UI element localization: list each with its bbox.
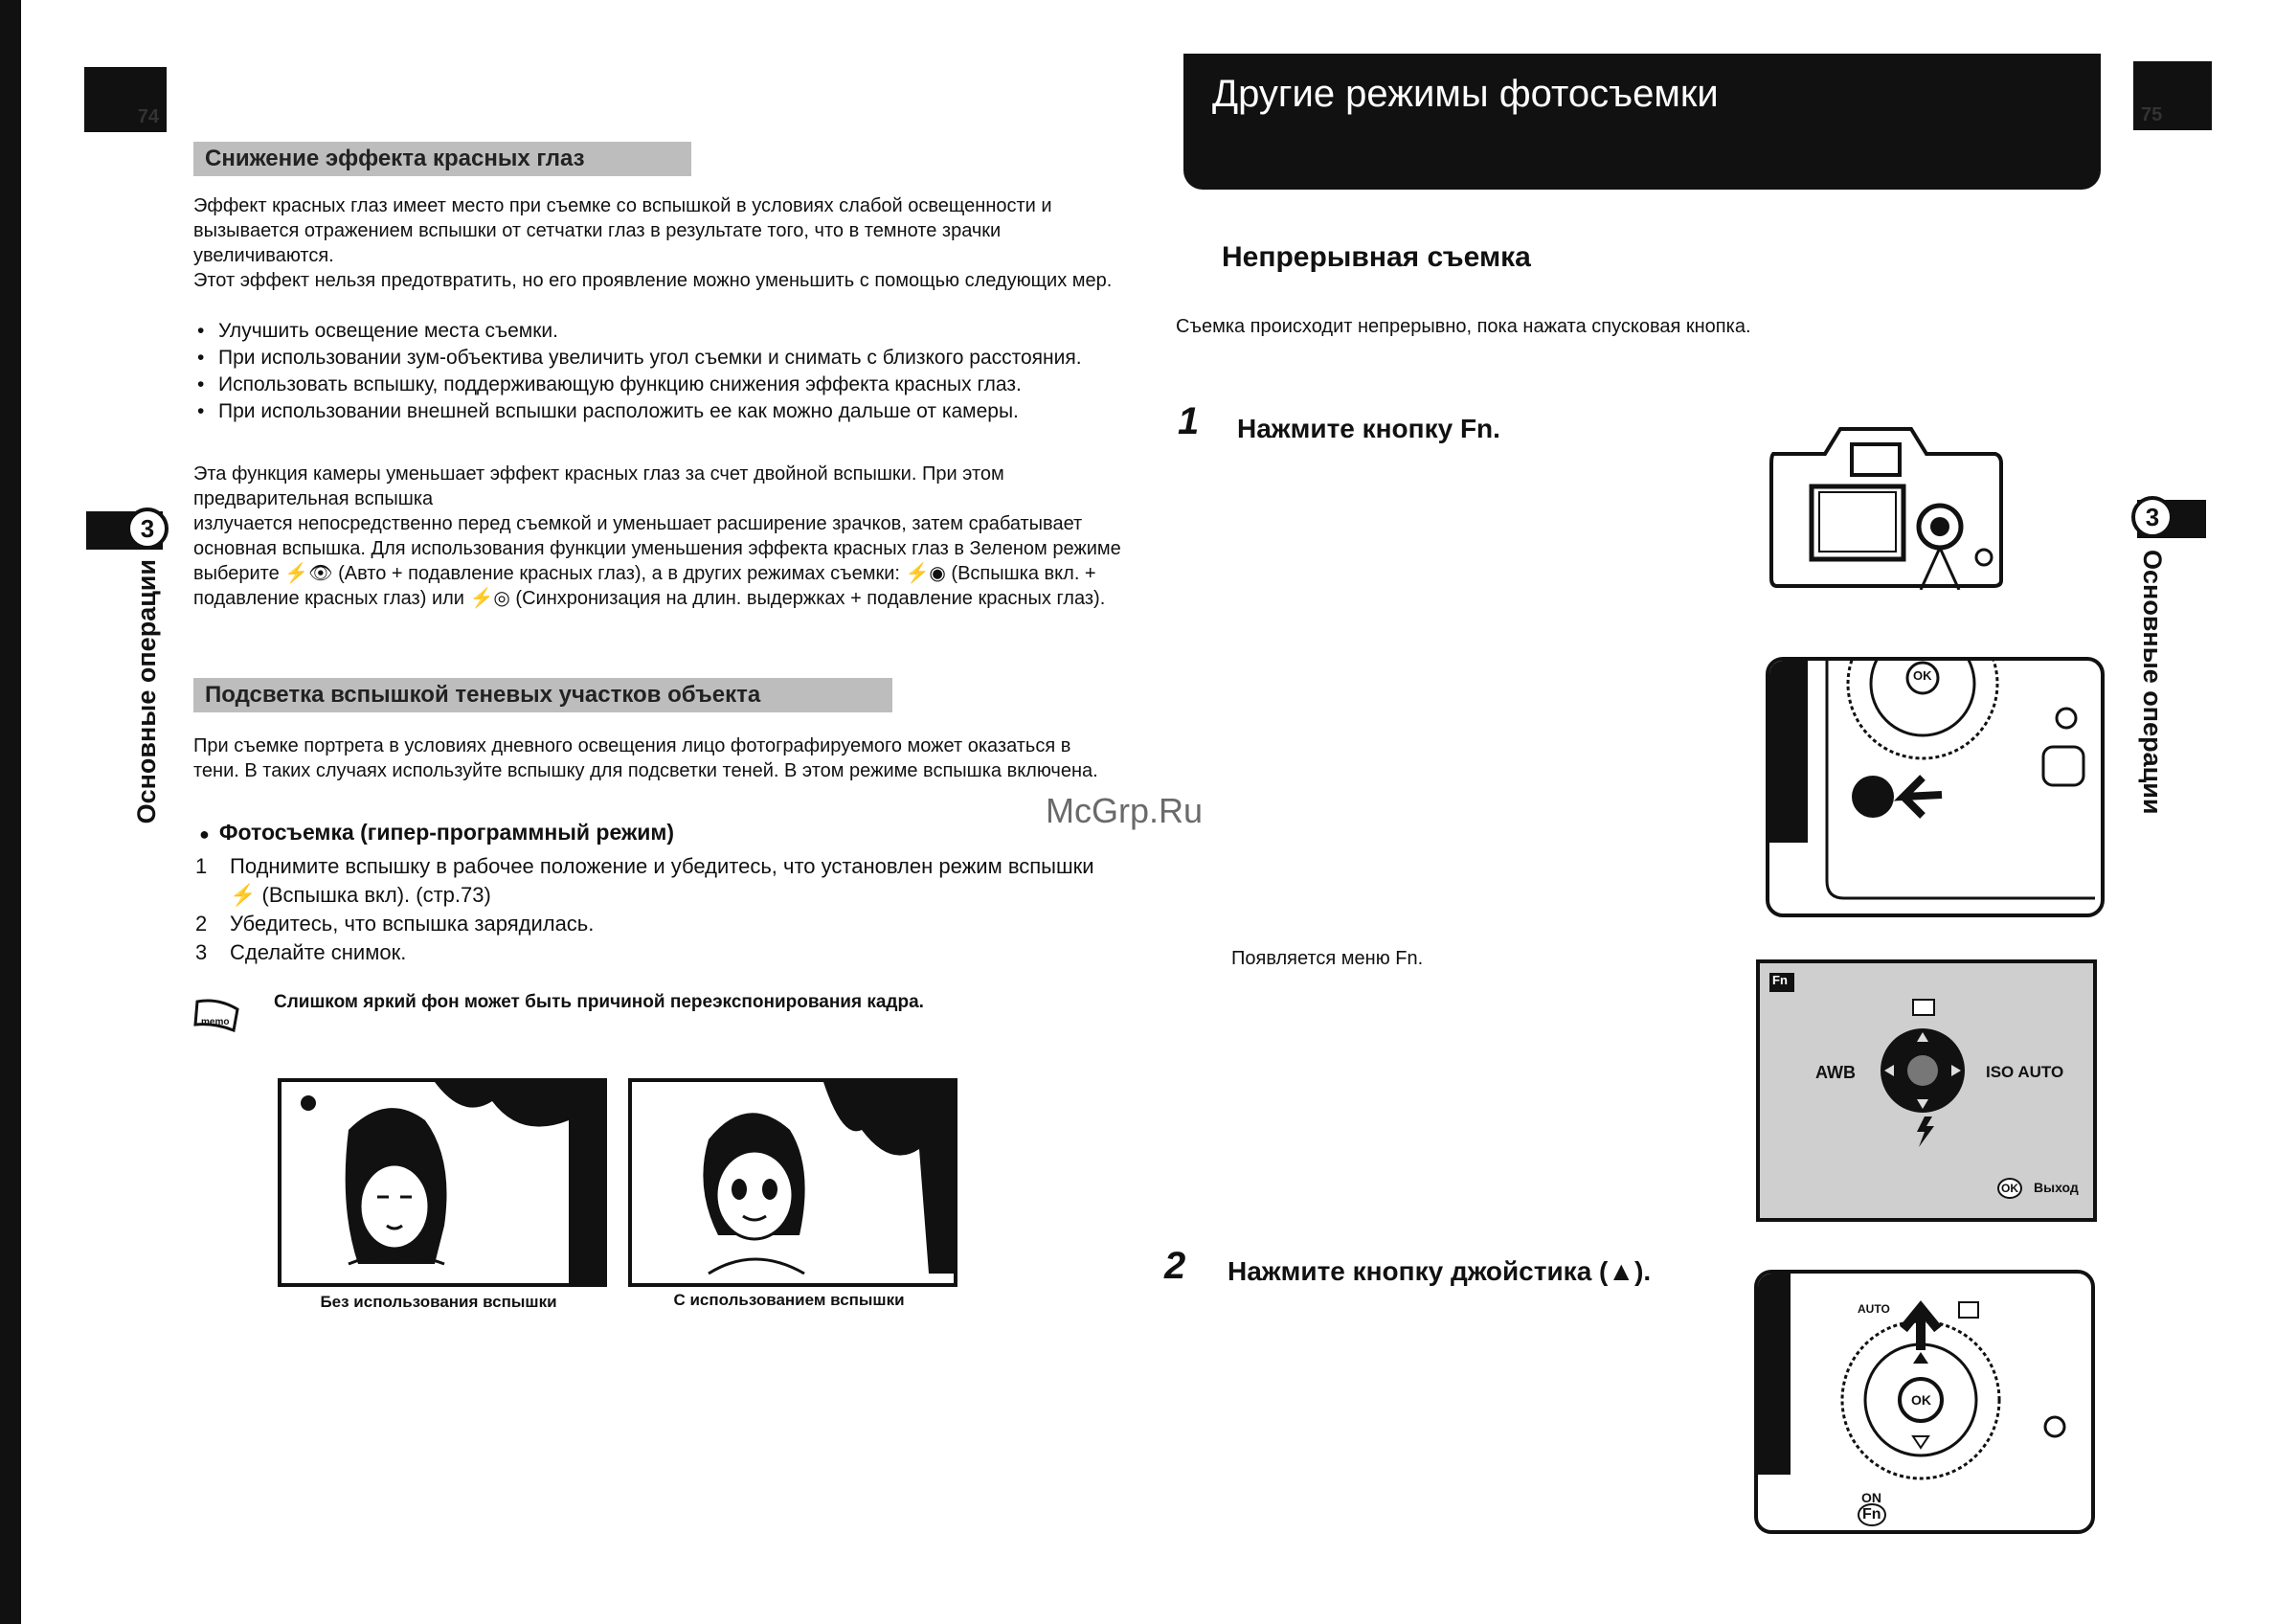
chapter-number-right: 3 <box>2131 496 2174 538</box>
step-2-text: Нажмите кнопку джойстика (▲). <box>1228 1256 1652 1286</box>
list-item: 3 Сделайте снимок. <box>195 940 407 964</box>
step-1-number: 1 <box>1178 400 1200 442</box>
red-eye-paragraph-3: Эта функция камеры уменьшает эффект красных глаз за счет двойной вспышки. При этом предварительная вспышка <box>193 463 1004 509</box>
red-eye-bullet-list <box>193 318 1137 425</box>
controls-detail-illustration <box>1766 657 2105 917</box>
page-title-banner <box>1183 54 2101 190</box>
caption-with-flash: С использованием вспышки <box>673 1291 905 1309</box>
memo-icon <box>190 996 245 1040</box>
list-item: • При использовании внешней вспышки расположить ее как можно дальше от камеры. <box>193 398 1137 425</box>
list-item: • Улучшить освещение места съемки. <box>193 318 1137 345</box>
joystick-dial-illustration <box>1754 1270 2095 1534</box>
section-heading-fill-flash: Подсветка вспышкой теневых участков объекта <box>193 678 892 712</box>
watermark: McGrp.Ru <box>1046 791 1204 830</box>
red-eye-paragraph-4: излучается непосредственно перед съемкой и уменьшает расширение зрачков, затем срабатывает основная вспышка. Для использования функции уменьшения эффекта красных глаз в Зеленом режиме выберите ⚡👁 (Авто + подавление красных глаз), а в других режимах съемки: ⚡◉ (Вспышка вкл. + подавление красных глаз) или ⚡◎ (Синхронизация на длин. выдержках + подавление красных глаз). <box>193 513 1121 609</box>
memo-label: memo <box>201 1017 230 1027</box>
page-number-tab-right <box>2133 61 2212 130</box>
fn-menu-exit: Выход <box>2034 1180 2079 1195</box>
page-title: Другие режимы фотосъемки <box>1212 73 1719 115</box>
list-item: • Использовать вспышку, поддерживающую функцию снижения эффекта красных глаз. <box>193 372 1137 398</box>
bullet-dot: ● <box>199 824 210 844</box>
camera-back-illustration <box>1768 421 2003 590</box>
red-eye-paragraph-1: Эффект красных глаз имеет место при съемке со вспышкой в условиях слабой освещенности и вызывается отражением вспышки от сетчатки глаз в результате того, что в темноте зрачки увеличиваются. <box>193 195 1052 266</box>
list-item: • При использовании зум-объектива увеличить угол съемки и снимать с близкого расстояния. <box>193 345 1137 372</box>
ok-label: OK <box>1913 668 1932 683</box>
continuous-heading: Непрерывная съемка <box>1222 241 1531 273</box>
page-number-tab-left <box>84 67 167 132</box>
page-number: 75 <box>2141 104 2163 125</box>
chapter-title-right: Основные операции <box>2138 550 2167 815</box>
page-number: 74 <box>137 106 159 127</box>
step-1-note: Появляется меню Fn. <box>1231 948 1424 969</box>
caption-no-flash: Без использования вспышки <box>320 1293 557 1311</box>
chapter-number-left: 3 <box>126 508 169 550</box>
memo-text: Слишком яркий фон может быть причиной переэкспонирования кадра. <box>274 992 924 1012</box>
section-heading-red-eye: Снижение эффекта красных глаз <box>193 142 691 176</box>
fn-menu-screen <box>1756 959 2097 1222</box>
step-1-text: Нажмите кнопку Fn. <box>1237 414 1500 443</box>
illustration-with-flash <box>628 1078 957 1287</box>
dial-fn-label: Fn <box>1858 1503 1886 1526</box>
binding-edge <box>0 0 21 1624</box>
fill-flash-paragraph: При съемке портрета в условиях дневного освещения лицо фотографируемого может оказаться в тени. В таких случаях используйте вспышку для подсветки теней. В этом режиме вспышка включена. <box>193 735 1098 781</box>
illustration-no-flash <box>278 1078 607 1287</box>
continuous-intro: Съемка происходит непрерывно, пока нажата спусковая кнопка. <box>1176 316 1751 337</box>
fn-menu-ok-icon: OK <box>1997 1178 2022 1199</box>
dial-auto-label: AUTO <box>1858 1302 1890 1316</box>
fill-flash-steps <box>195 852 1115 967</box>
red-eye-paragraph-2: Этот эффект нельзя предотвратить, но его проявление можно уменьшить с помощью следующих мер. <box>193 270 1113 291</box>
chapter-title-left: Основные операции <box>132 559 161 824</box>
fn-menu-iso: ISO AUTO <box>1986 1063 2064 1081</box>
list-item: 2 Убедитесь, что вспышка зарядилась. <box>195 912 595 936</box>
fill-flash-subheading: ● Фотосъемка (гипер-программный режим) <box>199 820 675 845</box>
list-item: 1 Поднимите вспышку в рабочее положение и убедитесь, что установлен режим вспышки ⚡ (Вспышка вкл). (стр.73) <box>195 854 1094 907</box>
dial-ok-label: OK <box>1911 1392 1931 1408</box>
fn-menu-fn-label: Fn <box>1772 973 1788 987</box>
fn-menu-awb: AWB <box>1815 1063 1856 1082</box>
dial-on-label: ON <box>1861 1490 1881 1505</box>
step-2-number: 2 <box>1164 1245 1186 1287</box>
